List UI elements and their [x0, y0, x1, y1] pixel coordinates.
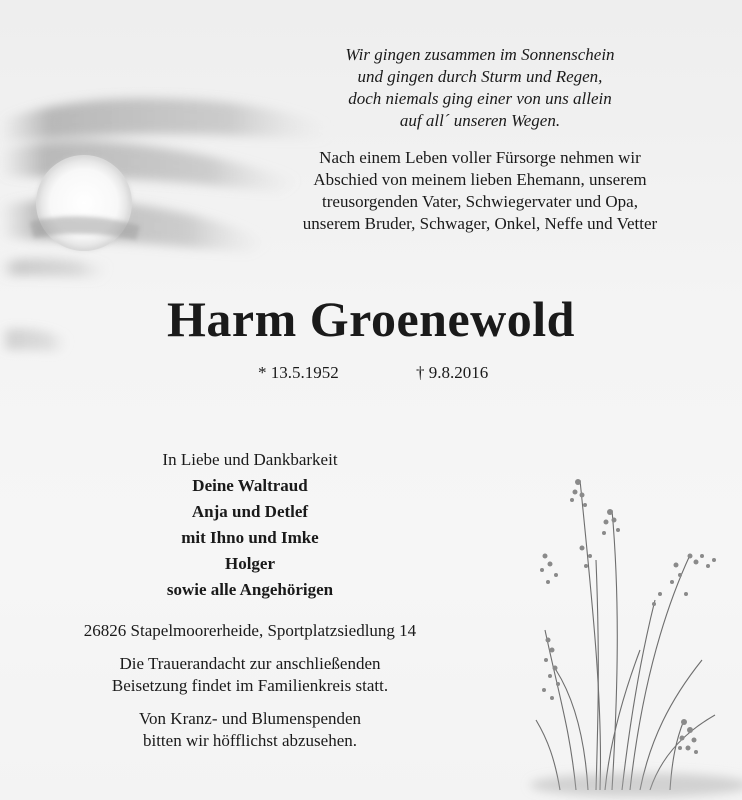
notice-line: Von Kranz- und Blumenspenden: [138, 709, 362, 728]
deceased-name: Harm Groenewold: [167, 291, 575, 347]
family-address: 26826 Stapelmoorerheide, Sportplatzsiedlung 14: [83, 621, 417, 640]
mourner-name: Holger: [224, 554, 276, 573]
farewell-intro: [270, 147, 690, 235]
mourner-name: Anja und Detlef: [191, 502, 309, 521]
poem-verse: [290, 44, 670, 132]
mourner-name: Deine Waltraud: [192, 476, 308, 495]
notice-line: Die Trauerandacht zur anschließenden: [119, 654, 381, 673]
poem-line: doch niemals ging einer von uns allein: [348, 89, 612, 108]
grass-seedheads: [540, 479, 716, 754]
notice-line: bitten wir höfflichst abzusehen.: [142, 731, 358, 750]
intro-line: treusorgenden Vater, Schwiegervater und Opa,: [322, 192, 638, 211]
life-dates: [0, 363, 742, 387]
notice-line: Beisetzung findet im Familienkreis statt.: [111, 676, 389, 695]
intro-line: Nach einem Leben voller Fürsorge nehmen wir: [319, 148, 641, 167]
mourner-name: sowie alle Angehörigen: [166, 580, 334, 599]
intro-line: unserem Bruder, Schwager, Onkel, Neffe und Vetter: [302, 214, 658, 233]
flowers-notice: [40, 708, 460, 752]
mourner-name: mit Ihno und Imke: [181, 528, 319, 547]
mourners-intro: In Liebe und Dankbarkeit: [162, 450, 338, 469]
grass-base-shadow: [530, 773, 742, 797]
birth-date: * 13.5.1952: [258, 363, 339, 382]
intro-line: Abschied von meinem lieben Ehemann, unserem: [313, 170, 647, 189]
death-date: † 9.8.2016: [416, 363, 489, 382]
service-notice: [40, 653, 460, 697]
poem-line: und gingen durch Sturm und Regen,: [357, 67, 603, 86]
poem-line: auf all´ unseren Wegen.: [399, 111, 561, 130]
poem-line: Wir gingen zusammen im Sonnenschein: [345, 45, 615, 64]
mourners-list: [90, 447, 410, 603]
grass-illustration: [536, 480, 715, 790]
